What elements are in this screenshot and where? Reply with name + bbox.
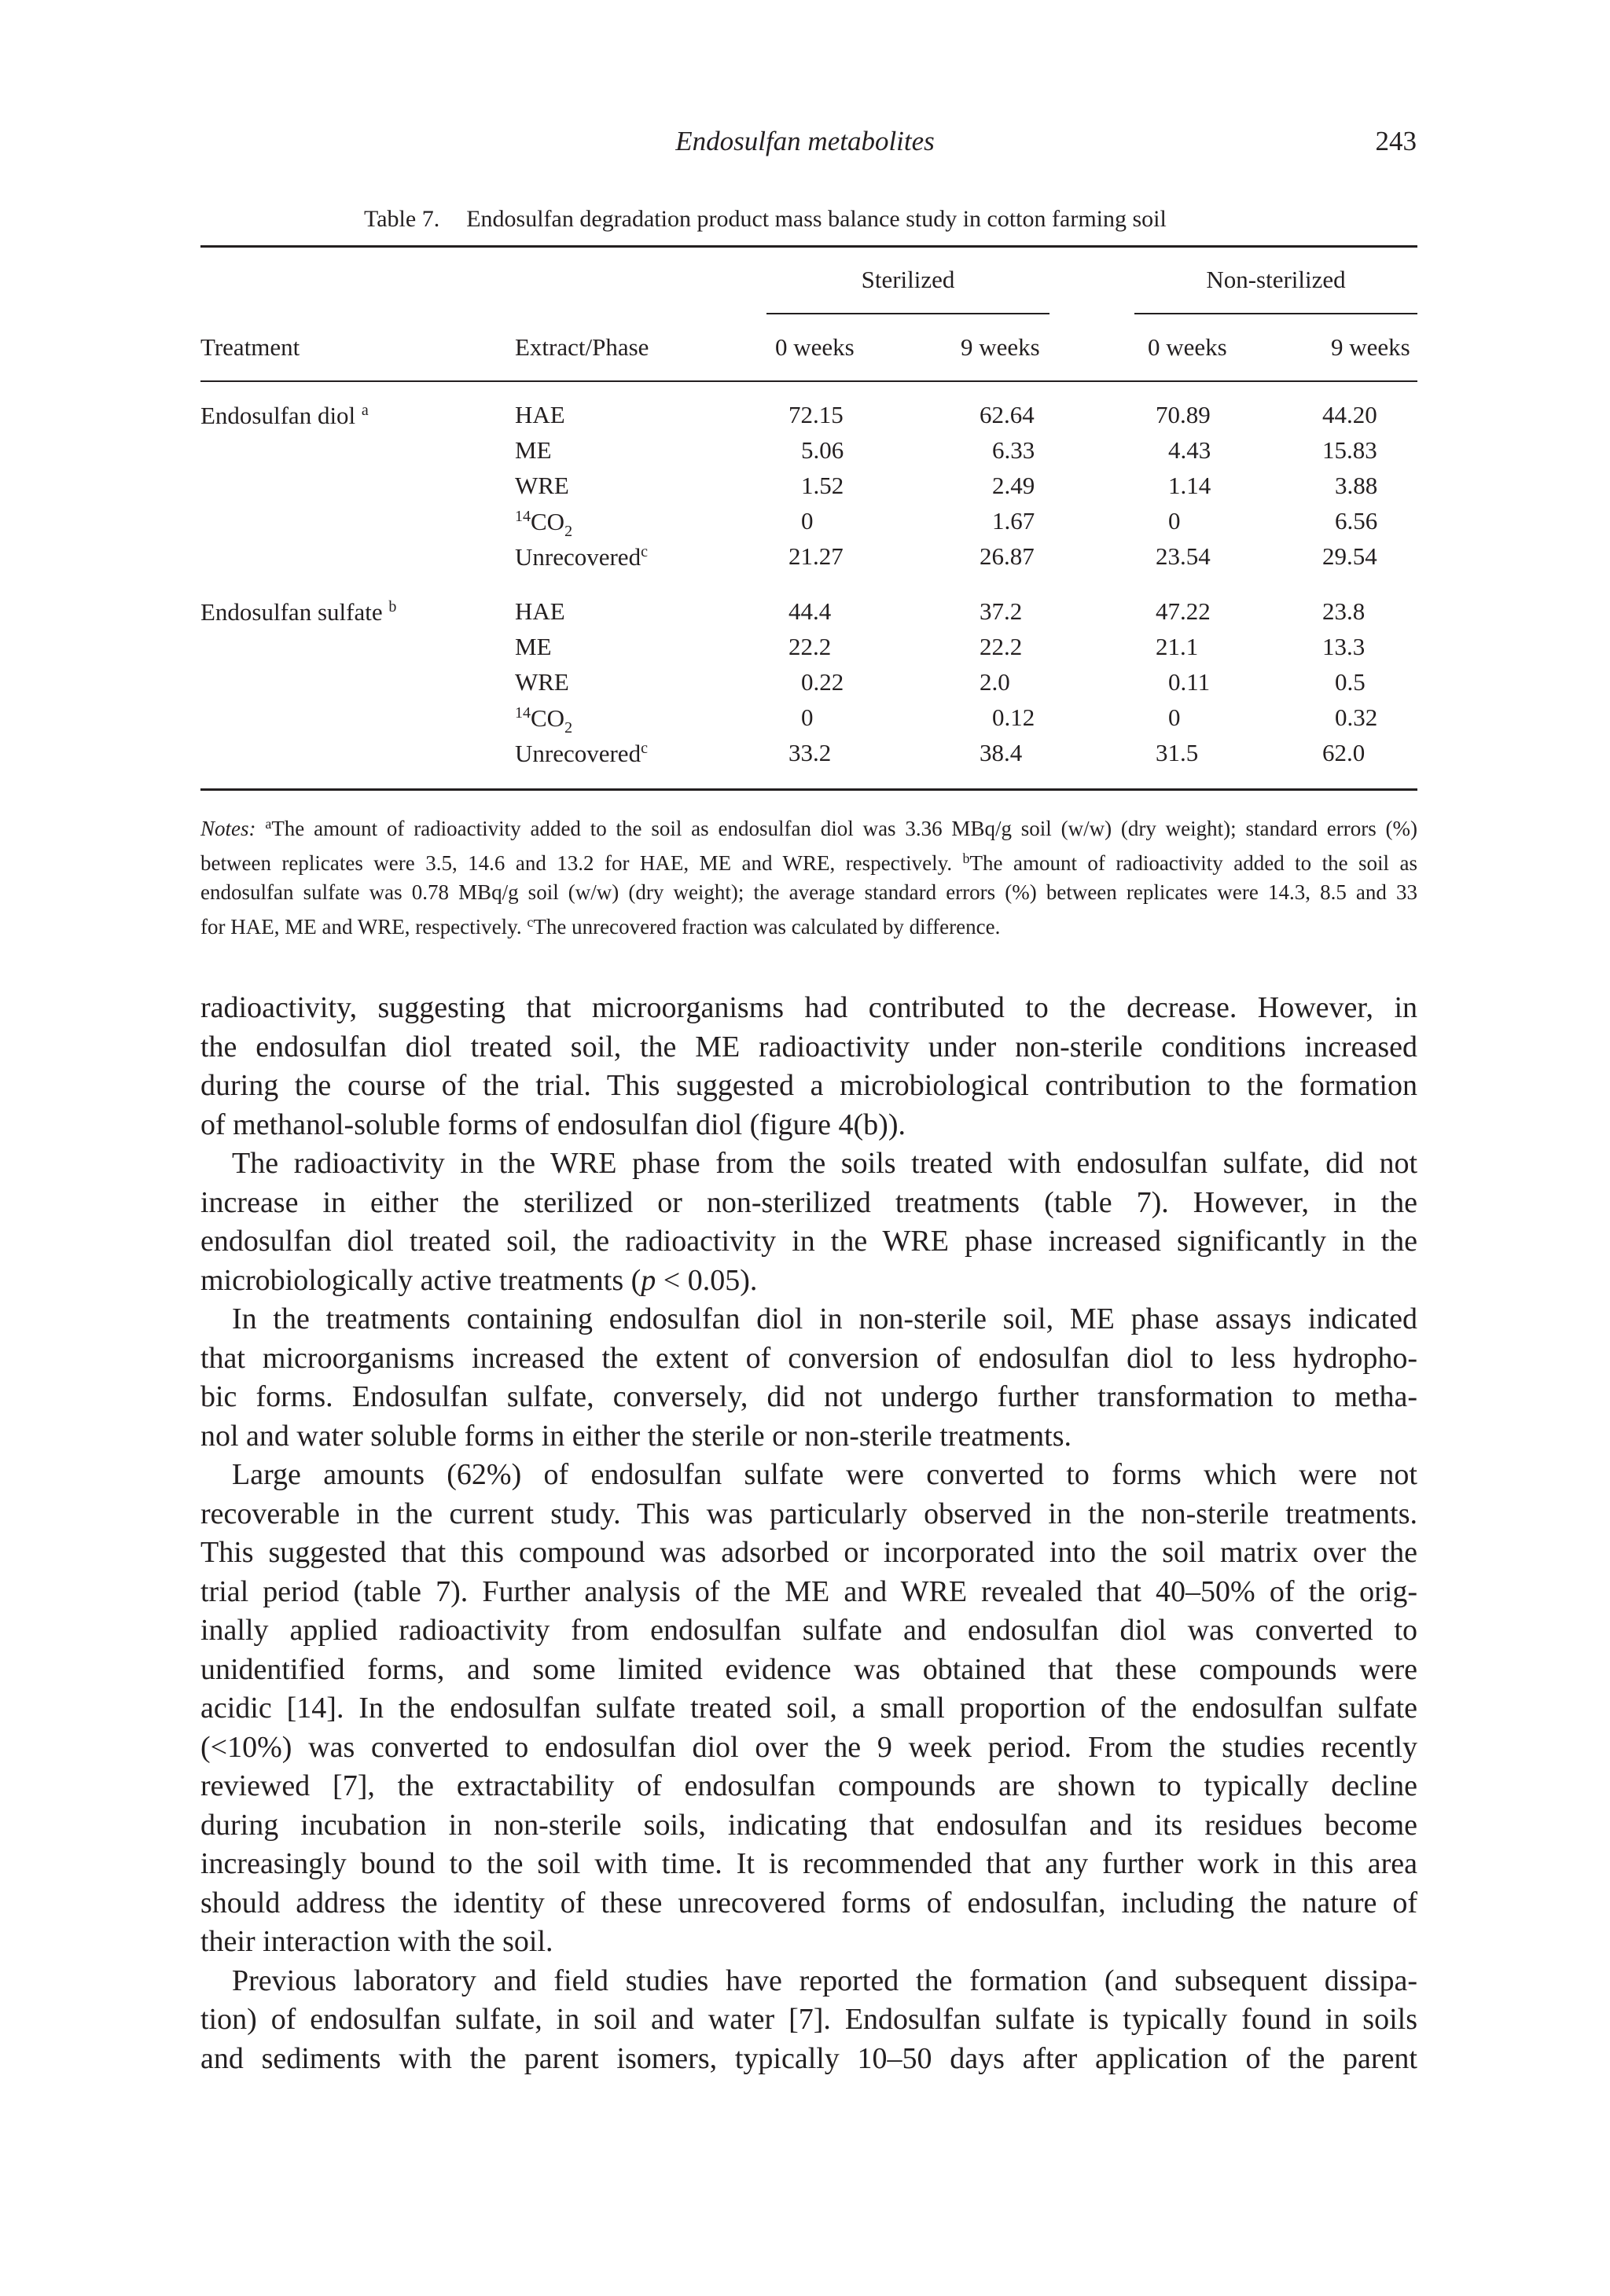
table-cell: 22.2 xyxy=(788,633,832,660)
sterilized-spanner-rule xyxy=(766,313,1049,314)
table-cell: 15.83 xyxy=(1322,436,1377,464)
table-cell: 44.4 xyxy=(788,597,832,625)
table-caption-text: Endosulfan degradation product mass balance study in cotton farming soil xyxy=(466,206,1167,232)
table-cell: 21.1 xyxy=(1156,633,1199,660)
table-cell: 62.0 xyxy=(1322,739,1366,766)
table-cell: 6.33 xyxy=(992,436,1035,464)
column-header-sterilized-0-weeks: 0 weeks xyxy=(775,333,855,361)
table-cell: 0 xyxy=(801,507,814,535)
notes-line: between replicates were 3.5, 14.6 and 13.2 for HAE, ME and WRE, respectively. $^b$The amount of radioactivity added to the soil as xyxy=(200,850,1417,875)
table-row-phase: HAE xyxy=(515,597,565,625)
column-header-treatment: Treatment xyxy=(200,333,300,361)
table-cell: 5.06 xyxy=(801,436,844,464)
notes-line: endosulfan sulfate was 0.78 MBq/g soil (w/w) (dry weight); the average standard errors (%) between replicates were 14.3, 8.5 and 33 xyxy=(200,880,1417,904)
text-line: during the course of the trial. This suggested a microbiological contribution to the formation xyxy=(200,1069,1417,1102)
text-line: unidentified forms, and some limited evidence was obtained that these compounds were xyxy=(200,1652,1417,1686)
text-line: the endosulfan diol treated soil, the ME radioactivity under non-sterile conditions increased xyxy=(200,1030,1417,1064)
text-line: Large amounts (62%) of endosulfan sulfate were converted to forms which were not xyxy=(232,1458,1417,1491)
text-line: trial period (table 7). Further analysis of the ME and WRE revealed that 40–50% of the orig- xyxy=(200,1574,1417,1608)
text-line: radioactivity, suggesting that microorganisms had contributed to the decrease. However, in xyxy=(200,991,1417,1024)
table-top-rule xyxy=(200,245,1417,248)
table-row-phase: Unrecovered$^c$ xyxy=(515,740,648,767)
table-cell: 37.2 xyxy=(980,597,1023,625)
paragraph-4 xyxy=(200,1456,1417,1962)
table-cell: 0 xyxy=(1168,507,1181,535)
text-line: increase in either the sterilized or non-sterilized treatments (table 7). However, in the xyxy=(200,1185,1417,1219)
text-line: acidic [14]. In the endosulfan sulfate treated soil, a small proportion of the endosulfan sulfate xyxy=(200,1692,1417,1725)
table-cell: 22.2 xyxy=(980,633,1023,660)
table-cell: 6.56 xyxy=(1335,507,1378,535)
text-line: during incubation in non-sterile soils, indicating that endosulfan and its residues become xyxy=(200,1808,1417,1842)
table-row-phase: HAE xyxy=(515,401,565,428)
text-line: Previous laboratory and field studies have reported the formation (and subsequent dissipa- xyxy=(232,1964,1417,1997)
text-line: microbiologically active treatments (p < 0.05). xyxy=(200,1263,758,1297)
table-cell: 0.22 xyxy=(801,668,844,696)
table-cell: 0 xyxy=(801,703,814,731)
text-line: and sediments with the parent isomers, typically 10–50 days after application of the parent xyxy=(200,2041,1417,2075)
table-row-phase-co2: $^{14}CO_2$ xyxy=(515,704,573,737)
text-line: recoverable in the current study. This was particularly observed in the non-sterile treatments. xyxy=(200,1497,1417,1530)
text-line: nol and water soluble forms in either the sterile or non-sterile treatments. xyxy=(200,1419,1071,1453)
column-header-sterilized-9-weeks: 9 weeks xyxy=(961,333,1040,361)
notes-line: Notes: $^a$The amount of radioactivity added to the soil as endosulfan diol was 3.36 MBq/g soil (w/w) (dry weight); standard errors (%) xyxy=(200,816,1417,840)
paragraph-3 xyxy=(200,1300,1417,1456)
paragraph-2 xyxy=(200,1144,1417,1300)
page-number: 243 xyxy=(1375,126,1417,156)
table-cell: 3.88 xyxy=(1335,472,1378,499)
text-line: of methanol-soluble forms of endosulfan diol (figure 4(b)). xyxy=(200,1108,906,1141)
text-line: tion) of endosulfan sulfate, in soil and water [7]. Endosulfan sulfate is typically found in soils xyxy=(200,2003,1417,2036)
table-cell: 1.67 xyxy=(992,507,1035,535)
table-row-phase: WRE xyxy=(515,668,569,696)
table-cell: 44.20 xyxy=(1322,401,1377,428)
text-line: bic forms. Endosulfan sulfate, conversely, did not undergo further transformation to metha- xyxy=(200,1380,1417,1413)
text-line: endosulfan diol treated soil, the radioactivity in the WRE phase increased significantly in the xyxy=(200,1225,1417,1258)
table-row-phase: Unrecovered$^c$ xyxy=(515,543,648,571)
table-cell: 0 xyxy=(1168,703,1181,731)
table-cell: 13.3 xyxy=(1322,633,1366,660)
text-line: In the treatments containing endosulfan diol in non-sterile soil, ME phase assays indicated xyxy=(232,1302,1417,1335)
table-cell: 31.5 xyxy=(1156,739,1199,766)
text-line: should address the identity of these unrecovered forms of endosulfan, including the nature of xyxy=(200,1886,1417,1919)
table-cell: 0.5 xyxy=(1335,668,1366,696)
column-header-non-sterilized-0-weeks: 0 weeks xyxy=(1148,333,1227,361)
text-line: reviewed [7], the extractability of endosulfan compounds are shown to typically decline xyxy=(200,1769,1417,1802)
table-cell: 62.64 xyxy=(980,401,1035,428)
table-row-phase: WRE xyxy=(515,472,569,499)
table-row-phase: ME xyxy=(515,633,552,660)
table-cell: 33.2 xyxy=(788,739,832,766)
text-line: The radioactivity in the WRE phase from the soils treated with endosulfan sulfate, did not xyxy=(232,1147,1417,1180)
table-cell: 70.89 xyxy=(1156,401,1211,428)
treatment-label-endosulfan-diol: Endosulfan diol $^a$ xyxy=(200,402,369,429)
table-cell: 0.12 xyxy=(992,703,1035,731)
non-sterilized-spanner-rule xyxy=(1134,313,1417,314)
table-notes xyxy=(200,810,1417,942)
table-cell: 23.54 xyxy=(1156,542,1211,570)
table-row-phase: ME xyxy=(515,436,552,464)
text-line: increasingly bound to the soil with time. It is recommended that any further work in this area xyxy=(200,1847,1417,1880)
column-header-extract-phase: Extract/Phase xyxy=(515,333,649,361)
table-label: Table 7. xyxy=(364,206,440,232)
table-cell: 4.43 xyxy=(1168,436,1211,464)
table-cell: 1.14 xyxy=(1168,472,1211,499)
table-cell: 0.32 xyxy=(1335,703,1378,731)
table-cell: 72.15 xyxy=(788,401,844,428)
paragraph-1 xyxy=(200,989,1417,1144)
table-cell: 0.11 xyxy=(1168,668,1211,696)
non-sterilized-spanner: Non-sterilized xyxy=(1206,266,1346,293)
table-cell: 21.27 xyxy=(788,542,844,570)
running-title: Endosulfan metabolites xyxy=(675,126,935,156)
text-line: that microorganisms increased the extent of conversion of endosulfan diol to less hydropho- xyxy=(200,1341,1417,1375)
notes-line: for HAE, ME and WRE, respectively. $^c$The unrecovered fraction was calculated by difference. xyxy=(200,913,1001,939)
table-header-rule xyxy=(200,380,1417,382)
table-cell: 2.49 xyxy=(992,472,1035,499)
sterilized-spanner: Sterilized xyxy=(861,266,955,293)
table-caption xyxy=(364,206,1167,233)
table-row-phase-co2: $^{14}CO_2$ xyxy=(515,508,573,540)
table-cell: 1.52 xyxy=(801,472,844,499)
table-cell: 29.54 xyxy=(1322,542,1377,570)
body-text xyxy=(200,989,1417,2078)
table-cell: 2.0 xyxy=(980,668,1010,696)
table-cell: 23.8 xyxy=(1322,597,1366,625)
table-bottom-rule xyxy=(200,788,1417,791)
table-cell: 26.87 xyxy=(980,542,1035,570)
column-header-non-sterilized-9-weeks: 9 weeks xyxy=(1331,333,1410,361)
paragraph-5 xyxy=(200,1962,1417,2079)
table-cell: 38.4 xyxy=(980,739,1023,766)
text-line: (<10%) was converted to endosulfan diol over the 9 week period. From the studies recently xyxy=(200,1730,1417,1764)
table-cell: 47.22 xyxy=(1156,597,1211,625)
treatment-label-endosulfan-sulfate: Endosulfan sulfate $^b$ xyxy=(200,598,397,626)
notes-label: Notes: xyxy=(200,817,256,840)
text-line: inally applied radioactivity from endosulfan sulfate and endosulfan diol was converted to xyxy=(200,1614,1417,1647)
text-line: This suggested that this compound was adsorbed or incorporated into the soil matrix over the xyxy=(200,1536,1417,1569)
text-line: their interaction with the soil. xyxy=(200,1925,553,1958)
